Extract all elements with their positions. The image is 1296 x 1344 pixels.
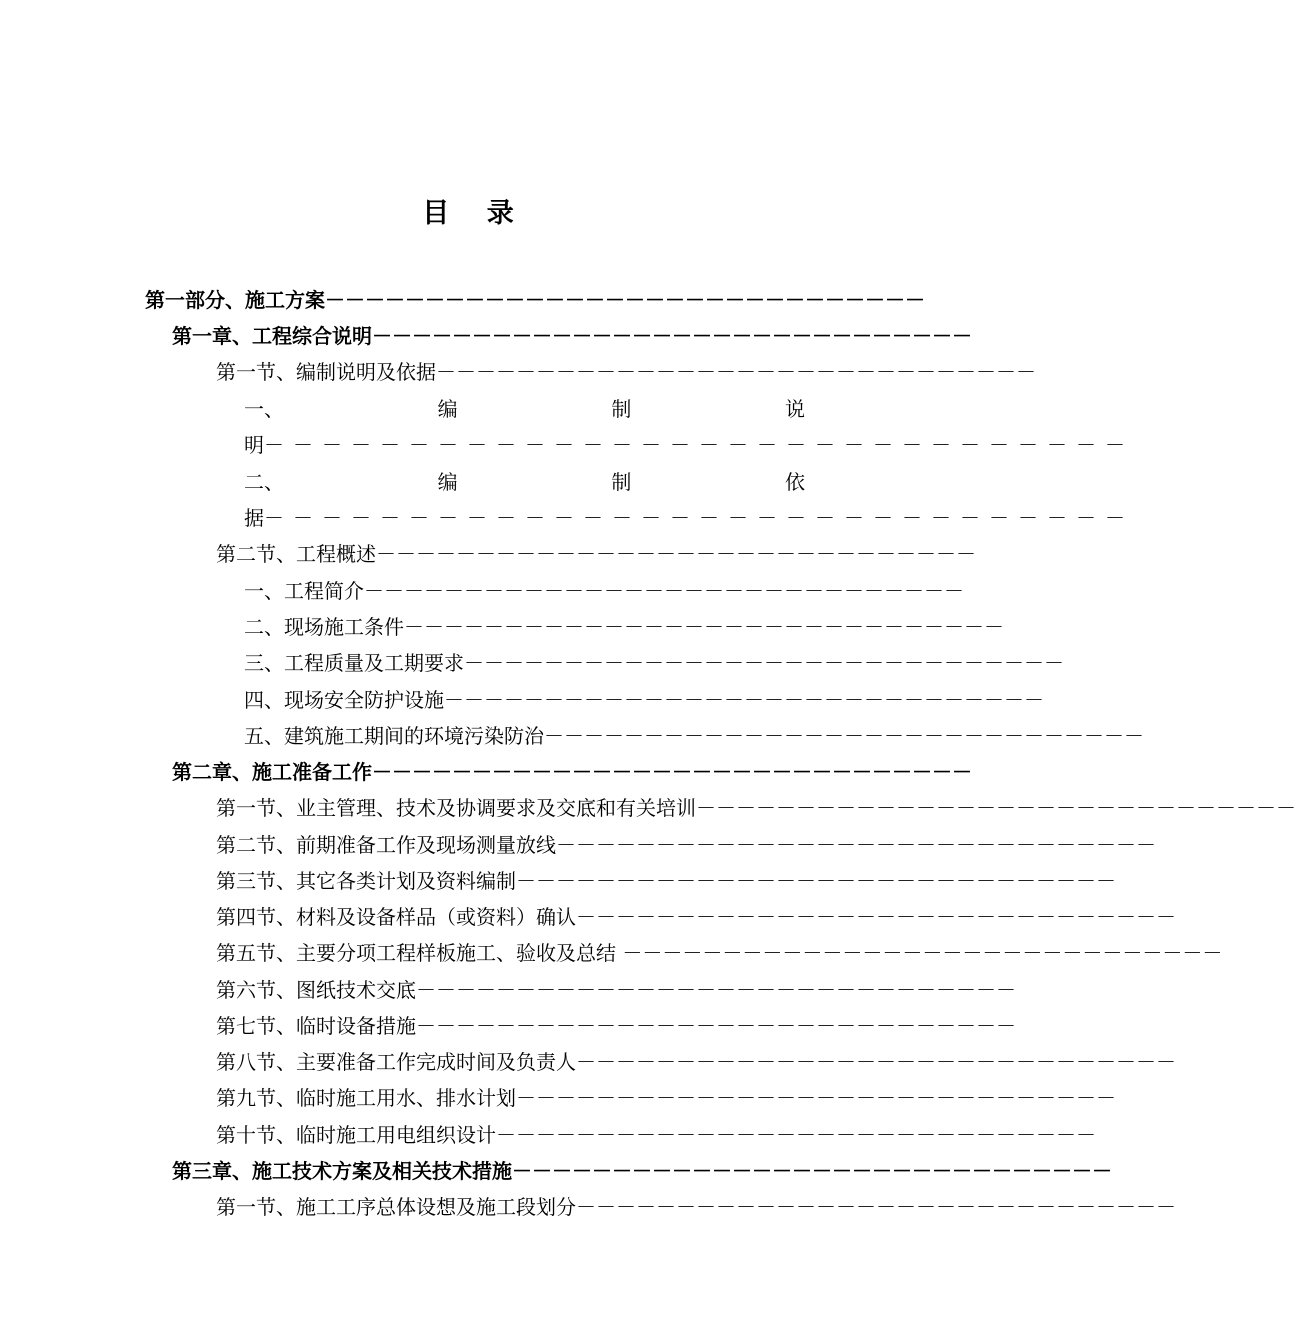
- toc-leader: －－－－－－－－－－－－－－－－－－－－－－－－－－－－－－: [372, 324, 972, 348]
- toc-entry-text: 据: [244, 506, 264, 530]
- toc-leader: －－－－－－－－－－－－－－－－－－－－－－－－－－－－－－: [516, 869, 1116, 893]
- toc-entry-number: 第二章、: [172, 760, 252, 784]
- toc-leader: －－－－－－－－－－－－－－－－－－－－－－－－－－－－－－: [372, 760, 972, 784]
- toc-entry-text: 制: [611, 397, 632, 421]
- toc-entry-section[interactable]: [216, 935, 1223, 971]
- toc-entry-section[interactable]: [216, 790, 1296, 826]
- toc-entry-section[interactable]: [216, 827, 1156, 863]
- toc-leader: －－－－－－－－－－－－－－－－－－－－－－－－－－－－－－: [364, 579, 964, 603]
- toc-entry-continuation[interactable]: [244, 500, 1134, 536]
- toc-entry-item[interactable]: [244, 391, 805, 427]
- toc-entry-item[interactable]: [244, 718, 1144, 754]
- toc-leader: －－－－－－－－－－－－－－－－－－－－－－－－－－－－－－: [496, 1123, 1096, 1147]
- toc-entry-text: 主要准备工作完成时间及负责人: [296, 1050, 576, 1074]
- toc-entry-number: 第一章、: [172, 324, 252, 348]
- toc-entry-text: 现场施工条件: [284, 615, 404, 639]
- toc-justified-line: [244, 464, 805, 500]
- toc-entry-text: 编: [437, 470, 458, 494]
- toc-entry-number: 第一节、: [216, 796, 296, 820]
- toc-leader: －－－－－－－－－－－－－－－－－－－－－－－－－－－－－－: [264, 506, 1134, 530]
- toc-entry-text: 说: [784, 397, 805, 421]
- toc-entry-number: 第二节、: [216, 833, 296, 857]
- toc-leader: －－－－－－－－－－－－－－－－－－－－－－－－－－－－－－: [696, 796, 1296, 820]
- toc-leader: －－－－－－－－－－－－－－－－－－－－－－－－－－－－－－: [464, 651, 1064, 675]
- toc-leader: －－－－－－－－－－－－－－－－－－－－－－－－－－－－－－: [544, 724, 1144, 748]
- toc-entry-number: 第十节、: [216, 1123, 296, 1147]
- toc-leader: －－－－－－－－－－－－－－－－－－－－－－－－－－－－－－: [512, 1159, 1112, 1183]
- toc-entry-number: 第二节、: [216, 542, 296, 566]
- toc-entry-continuation[interactable]: [244, 427, 1134, 463]
- toc-entry-section[interactable]: [216, 1189, 1176, 1225]
- toc-entry-text: 建筑施工期间的环境污染防治: [284, 724, 544, 748]
- page-title: 目 录: [422, 198, 528, 229]
- toc-leader: －－－－－－－－－－－－－－－－－－－－－－－－－－－－－－: [404, 615, 1004, 639]
- toc-entry-text: 前期准备工作及现场测量放线: [296, 833, 556, 857]
- toc-entry-number: 第八节、: [216, 1050, 296, 1074]
- toc-entry-number: 第一节、: [216, 1195, 296, 1219]
- toc-entry-number: 第三章、: [172, 1159, 252, 1183]
- toc-entry-text: 工程概述: [296, 542, 376, 566]
- toc-entry-text: 施工工序总体设想及施工段划分: [296, 1195, 576, 1219]
- toc-entry-number: 第五节、: [216, 941, 296, 965]
- toc-entry-number: 第一节、: [216, 360, 296, 384]
- toc-justified-line: [244, 391, 805, 427]
- toc-entry-number: 三、: [244, 651, 284, 675]
- toc-leader: －－－－－－－－－－－－－－－－－－－－－－－－－－－－－－: [516, 1086, 1116, 1110]
- toc-entry-section[interactable]: [216, 536, 976, 572]
- toc-leader: －－－－－－－－－－－－－－－－－－－－－－－－－－－－－－: [622, 941, 1223, 965]
- toc-entry-number: 四、: [244, 688, 284, 712]
- toc-leader: －－－－－－－－－－－－－－－－－－－－－－－－－－－－－－: [576, 1050, 1176, 1074]
- toc-entry-text: 第一部分、施工方案: [145, 288, 325, 312]
- toc-entry-item[interactable]: [244, 682, 1044, 718]
- toc-entry-text: 编: [437, 397, 458, 421]
- toc-leader: －－－－－－－－－－－－－－－－－－－－－－－－－－－－－－: [576, 905, 1176, 929]
- toc-entry-item[interactable]: [244, 573, 964, 609]
- toc-leader: －－－－－－－－－－－－－－－－－－－－－－－－－－－－－－: [264, 433, 1134, 457]
- toc-entry-number: 第九节、: [216, 1086, 296, 1110]
- toc-entry-text: 施工技术方案及相关技术措施: [252, 1159, 512, 1183]
- toc-entry-chapter-1[interactable]: [172, 318, 972, 354]
- toc-entry-number: 第三节、: [216, 869, 296, 893]
- toc-entry-text: 临时施工用电组织设计: [296, 1123, 496, 1147]
- toc-entry-item[interactable]: [244, 609, 1004, 645]
- toc-leader: －－－－－－－－－－－－－－－－－－－－－－－－－－－－－－: [576, 1195, 1176, 1219]
- toc-entry-section[interactable]: [216, 354, 1036, 390]
- toc-entry-text: 其它各类计划及资料编制: [296, 869, 516, 893]
- toc-entry-section[interactable]: [216, 972, 1016, 1008]
- toc-entry-text: 施工准备工作: [252, 760, 372, 784]
- toc-leader: －－－－－－－－－－－－－－－－－－－－－－－－－－－－－－: [376, 542, 976, 566]
- toc-entry-item[interactable]: [244, 645, 1064, 681]
- toc-entry-section[interactable]: [216, 1044, 1176, 1080]
- toc-entry-text: 现场安全防护设施: [284, 688, 444, 712]
- toc-entry-text: 工程综合说明: [252, 324, 372, 348]
- toc-entry-number: 五、: [244, 724, 284, 748]
- toc-leader: －－－－－－－－－－－－－－－－－－－－－－－－－－－－－－: [556, 833, 1156, 857]
- toc-entry-text: 制: [611, 470, 632, 494]
- toc-entry-text: 图纸技术交底: [296, 978, 416, 1002]
- toc-entry-text: 工程简介: [284, 579, 364, 603]
- toc-leader: －－－－－－－－－－－－－－－－－－－－－－－－－－－－－－: [444, 688, 1044, 712]
- toc-entry-text: 编制说明及依据: [296, 360, 436, 384]
- toc-entry-chapter-2[interactable]: [172, 754, 972, 790]
- toc-entry-text: 材料及设备样品（或资料）确认: [296, 905, 576, 929]
- toc-entry-number: 二、: [244, 615, 284, 639]
- toc-entry-text: 临时施工用水、排水计划: [296, 1086, 516, 1110]
- toc-entry-number: 一、: [244, 397, 284, 421]
- toc-leader: －－－－－－－－－－－－－－－－－－－－－－－－－－－－－－: [416, 1014, 1016, 1038]
- toc-leader: －－－－－－－－－－－－－－－－－－－－－－－－－－－－－－: [436, 360, 1036, 384]
- toc-entry-text: 依: [784, 470, 805, 494]
- toc-entry-item[interactable]: [244, 464, 805, 500]
- toc-entry-number: 二、: [244, 470, 284, 494]
- toc-entry-text: 临时设备措施: [296, 1014, 416, 1038]
- toc-entry-number: 一、: [244, 579, 284, 603]
- toc-entry-text: 业主管理、技术及协调要求及交底和有关培训: [296, 796, 696, 820]
- toc-entry-section[interactable]: [216, 1080, 1116, 1116]
- toc-entry-number: 第七节、: [216, 1014, 296, 1038]
- toc-entry-text: 工程质量及工期要求: [284, 651, 464, 675]
- toc-entry-number: 第四节、: [216, 905, 296, 929]
- toc-leader: －－－－－－－－－－－－－－－－－－－－－－－－－－－－－－: [416, 978, 1016, 1002]
- toc-entry-section[interactable]: [216, 1008, 1016, 1044]
- toc-entry-section[interactable]: [216, 899, 1176, 935]
- toc-entry-section[interactable]: [216, 863, 1116, 899]
- toc-entry-text: 主要分项工程样板施工、验收及总结: [296, 941, 623, 965]
- toc-entry-section[interactable]: [216, 1117, 1096, 1153]
- toc-entry-chapter-3[interactable]: [172, 1153, 1112, 1189]
- toc-leader: －－－－－－－－－－－－－－－－－－－－－－－－－－－－－－: [325, 288, 925, 312]
- toc-entry-text: 明: [244, 433, 264, 457]
- toc-entry-number: 第六节、: [216, 978, 296, 1002]
- toc-entry-part-1[interactable]: [145, 282, 925, 318]
